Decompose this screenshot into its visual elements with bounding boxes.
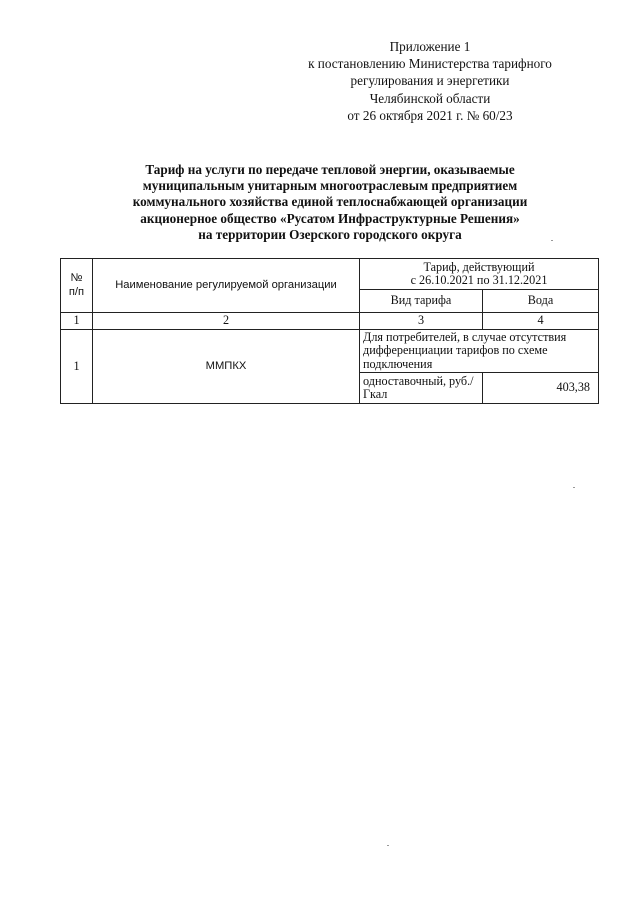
row-kind-cell: одноставочный, руб./Гкал <box>360 373 483 404</box>
header-num-line-1: № <box>70 272 83 284</box>
header-tariff-line-1: Тариф, действующий <box>423 259 535 274</box>
header-org-cell: Наименование регулируемой организации <box>93 259 360 313</box>
header-num-cell <box>61 259 93 313</box>
header-tariff-cell <box>360 259 599 290</box>
title-line-3: коммунального хозяйства единой теплоснабжающей организации <box>132 194 528 210</box>
header-kind-cell: Вид тарифа <box>360 290 483 313</box>
appendix-block <box>260 38 600 124</box>
data-row-1 <box>61 329 599 373</box>
header-num-line-2: п/п <box>68 285 85 298</box>
row-note-cell: Для потребителей, в случае отсутствия дифференциации тарифов по схеме подключения <box>360 329 599 373</box>
header-row-1 <box>61 259 599 290</box>
scan-speck <box>551 240 553 241</box>
tariff-table <box>60 258 599 404</box>
title-line-4: акционерное общество «Русатом Инфраструктурные Решения» <box>140 210 520 226</box>
title-line-1: Тариф на услуги по передаче тепловой энергии, оказываемые <box>145 162 515 177</box>
title-line-5: на территории Озерского городского округа <box>198 226 462 242</box>
col-number-3: 3 <box>360 313 483 330</box>
scan-speck <box>573 487 575 488</box>
appendix-line-2: к постановлению Министерства тарифного <box>308 56 552 72</box>
scan-speck <box>387 845 389 846</box>
title-line-2: муниципальным унитарным многоотраслевым предприятием <box>142 178 518 194</box>
row-org-cell: ММПКХ <box>93 329 360 404</box>
appendix-line-3: регулирования и энергетики <box>350 73 510 89</box>
column-number-row <box>61 313 599 330</box>
row-value-cell: 403,38 <box>483 373 599 404</box>
document-title <box>62 162 598 243</box>
col-number-4: 4 <box>483 313 599 330</box>
appendix-line-1: Приложение 1 <box>389 39 471 54</box>
header-water-cell: Вода <box>483 290 599 313</box>
appendix-line-5: от 26 октября 2021 г. № 60/23 <box>347 107 513 123</box>
row-num-cell: 1 <box>61 329 93 404</box>
header-tariff-line-2: с 26.10.2021 по 31.12.2021 <box>410 273 548 287</box>
appendix-line-4: Челябинской области <box>369 90 491 106</box>
col-number-2: 2 <box>93 313 360 330</box>
col-number-1: 1 <box>61 313 93 330</box>
